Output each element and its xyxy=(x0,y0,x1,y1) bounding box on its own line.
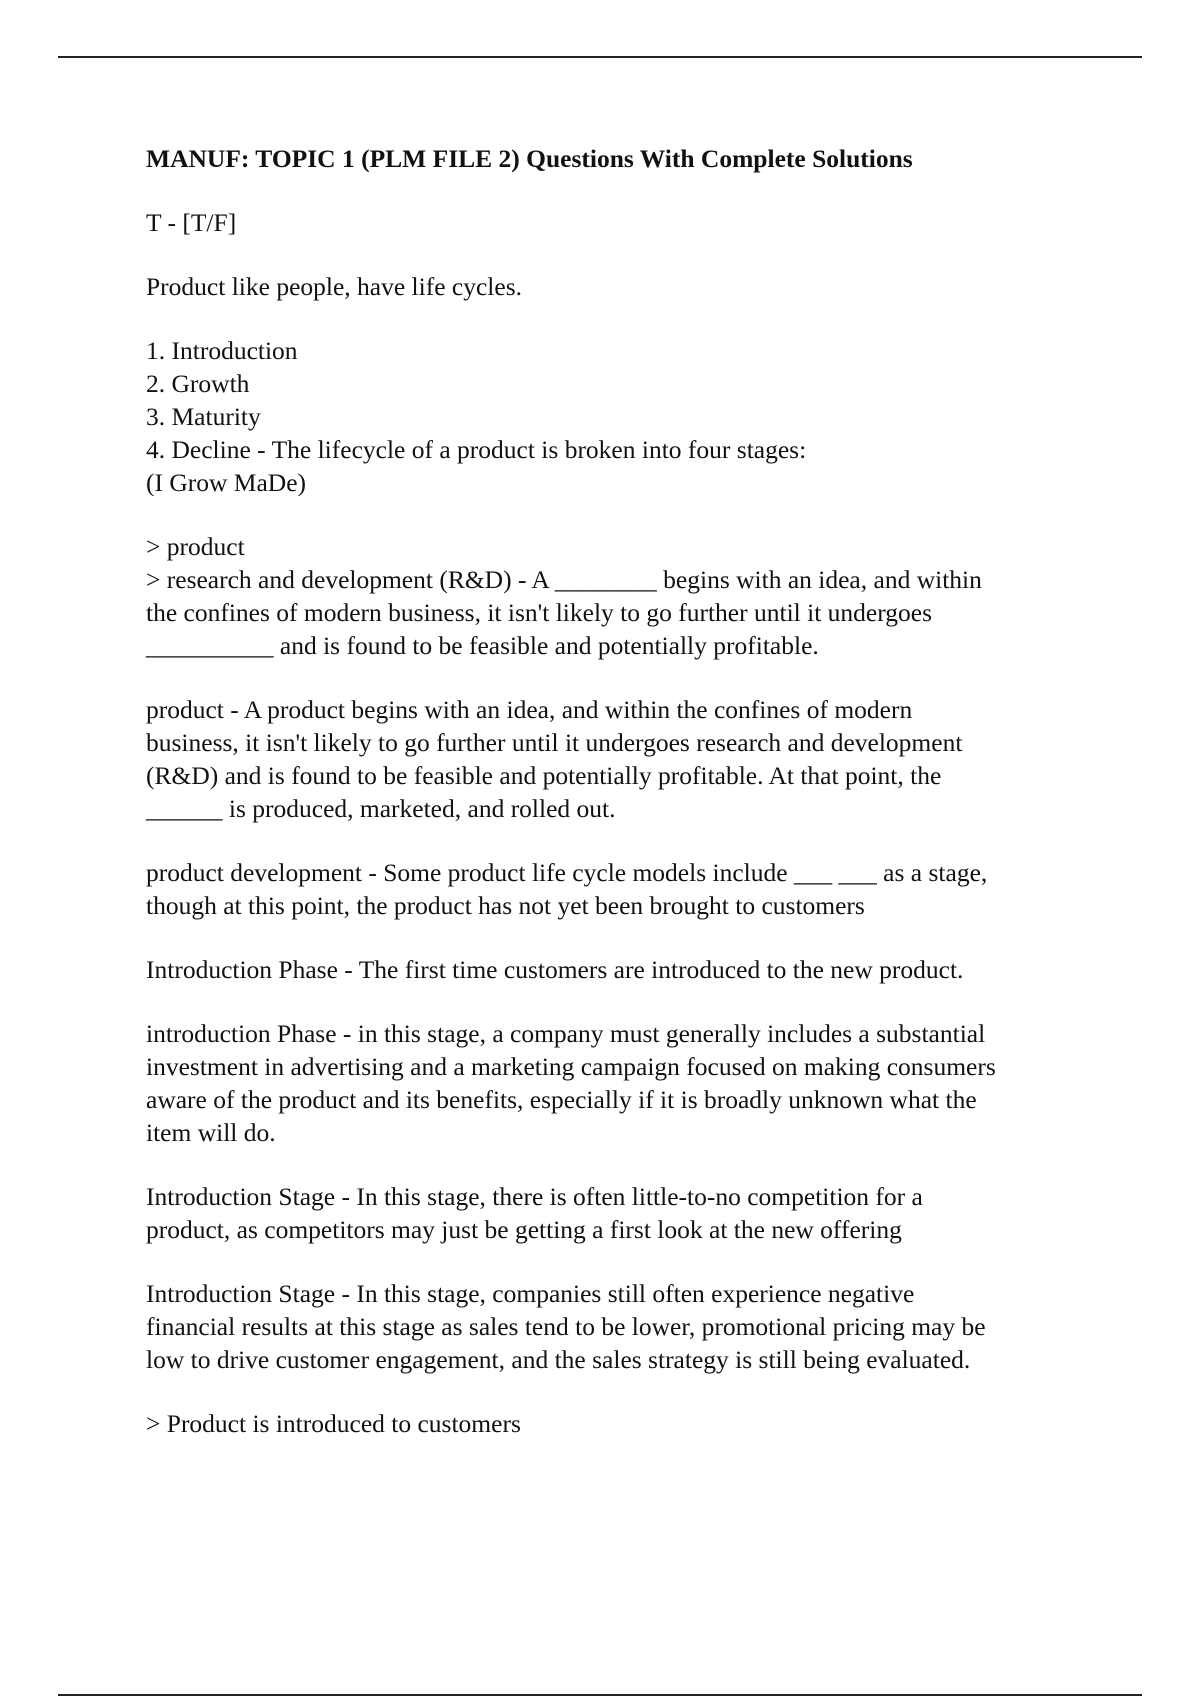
paragraph xyxy=(146,693,1106,825)
document-title: MANUF: TOPIC 1 (PLM FILE 2) Questions With Complete Solutions xyxy=(146,144,913,173)
paragraph-line: though at this point, the product has not yet been brought to customers xyxy=(146,891,865,920)
paragraph xyxy=(146,334,1106,499)
paragraph xyxy=(146,1017,1106,1149)
paragraph-line: ______ is produced, marketed, and rolled out. xyxy=(146,794,616,823)
paragraph-line: item will do. xyxy=(146,1118,276,1147)
document-body xyxy=(146,142,1106,1471)
paragraph-line: financial results at this stage as sales tend to be lower, promotional pricing may be xyxy=(146,1312,986,1341)
paragraph-line: business, it isn't likely to go further until it undergoes research and development xyxy=(146,728,963,757)
paragraph-line: aware of the product and its benefits, especially if it is broadly unknown what the xyxy=(146,1085,977,1114)
bottom-rule xyxy=(58,1694,1142,1696)
paragraph-list xyxy=(146,206,1106,1440)
paragraph-line: 4. Decline - The lifecycle of a product is broken into four stages: xyxy=(146,435,807,464)
paragraph-line: Introduction Stage - In this stage, there is often little-to-no competition for a xyxy=(146,1182,923,1211)
paragraph xyxy=(146,1277,1106,1376)
paragraph-line: (R&D) and is found to be feasible and potentially profitable. At that point, the xyxy=(146,761,942,790)
paragraph-line: T - [T/F] xyxy=(146,208,237,237)
paragraph-line: introduction Phase - in this stage, a company must generally includes a substantial xyxy=(146,1019,986,1048)
paragraph-line: the confines of modern business, it isn't likely to go further until it undergoes xyxy=(146,598,933,627)
paragraph-line: __________ and is found to be feasible and potentially profitable. xyxy=(146,631,819,660)
paragraph-line: 3. Maturity xyxy=(146,402,261,431)
paragraph xyxy=(146,1180,1106,1246)
top-rule xyxy=(58,56,1142,58)
paragraph-line: > research and development (R&D) - A ________ begins with an idea, and within xyxy=(146,565,982,594)
paragraph xyxy=(146,953,1106,986)
paragraph-line: low to drive customer engagement, and the sales strategy is still being evaluated. xyxy=(146,1345,971,1374)
paragraph xyxy=(146,1407,1106,1440)
paragraph-line: investment in advertising and a marketing campaign focused on making consumers xyxy=(146,1052,996,1081)
paragraph-line: > product xyxy=(146,532,245,561)
paragraph xyxy=(146,856,1106,922)
paragraph-line: product, as competitors may just be getting a first look at the new offering xyxy=(146,1215,902,1244)
paragraph-line: > Product is introduced to customers xyxy=(146,1409,521,1438)
paragraph-line: (I Grow MaDe) xyxy=(146,468,307,497)
paragraph-line: 1. Introduction xyxy=(146,336,298,365)
paragraph-line: Introduction Phase - The first time customers are introduced to the new product. xyxy=(146,955,964,984)
paragraph xyxy=(146,270,1106,303)
paragraph-line: product development - Some product life cycle models include ___ ___ as a stage, xyxy=(146,858,988,887)
paragraph-line: Product like people, have life cycles. xyxy=(146,272,522,301)
paragraph xyxy=(146,530,1106,662)
paragraph-line: product - A product begins with an idea, and within the confines of modern xyxy=(146,695,913,724)
paragraph-line: 2. Growth xyxy=(146,369,250,398)
paragraph xyxy=(146,206,1106,239)
paragraph-line: Introduction Stage - In this stage, companies still often experience negative xyxy=(146,1279,915,1308)
